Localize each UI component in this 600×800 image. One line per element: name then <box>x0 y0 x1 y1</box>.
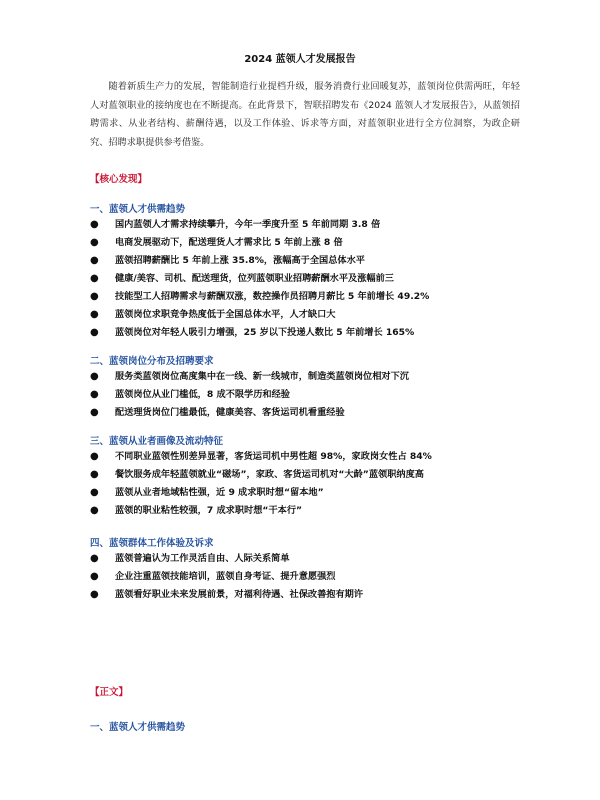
list-item: ● 配送理货岗位门槛最低，健康美容、客货运司机看重经验 <box>90 404 530 422</box>
list-item: ● 餐饮服务成年轻蓝领就业“磁场”，家政、客货运司机对“大龄”蓝领职纳度高 <box>90 466 530 484</box>
bullet-icon: ● <box>90 309 99 320</box>
list-item: ● 蓝领岗位求职竞争热度低于全国总体水平，人才缺口大 <box>90 306 530 324</box>
list-item: ● 蓝领看好职业未来发展前景，对福利待遇、社保改善抱有期许 <box>90 586 530 604</box>
list-item: ● 不同职业蓝领性别差异显著，客货运司机中男性超 98%，家政岗女性占 84% <box>90 448 530 466</box>
bullet-icon: ● <box>90 273 99 284</box>
bullet-icon: ● <box>90 505 99 516</box>
bullet-icon: ● <box>90 571 99 582</box>
list-item: ● 蓝领岗位从业门槛低，8 成不限学历和经验 <box>90 386 530 404</box>
body-label: 【正文】 <box>90 687 129 698</box>
bullet-icon: ● <box>90 327 99 338</box>
core-findings-label: 【核心发现】 <box>90 174 148 185</box>
bullet-icon: ● <box>90 371 99 382</box>
list-item: ● 国内蓝领人才需求持续攀升，今年一季度升至 5 年前同期 3.8 倍 <box>90 216 530 234</box>
list-item: ● 健康/美容、司机、配送理货，位列蓝领职业招聘薪酬水平及涨幅前三 <box>90 270 530 288</box>
list-item: ● 蓝领普遍认为工作灵活自由、人际关系简单 <box>90 550 530 568</box>
bullet-icon: ● <box>90 291 99 302</box>
list-item: ● 服务类蓝领岗位高度集中在一线、新一线城市，制造类蓝领岗位相对下沉 <box>90 368 530 386</box>
bullet-icon: ● <box>90 219 99 230</box>
bullet-icon: ● <box>90 237 99 248</box>
section-heading-4: 四、蓝领群体工作体验及诉求 <box>90 538 214 549</box>
bullet-icon: ● <box>90 487 99 498</box>
bullet-icon: ● <box>90 451 99 462</box>
bullet-icon: ● <box>90 469 99 480</box>
list-item: ● 蓝领招聘薪酬比 5 年前上涨 35.8%，涨幅高于全国总体水平 <box>90 252 530 270</box>
section-heading-2: 二、蓝领岗位分布及招聘要求 <box>90 356 214 367</box>
list-item: ● 技能型工人招聘需求与薪酬双涨，数控操作员招聘月薪比 5 年前增长 49.2% <box>90 288 530 306</box>
bullet-icon: ● <box>90 255 99 266</box>
list-item: ● 企业注重蓝领技能培训，蓝领自身考证、提升意愿强烈 <box>90 568 530 586</box>
bullet-icon: ● <box>90 407 99 418</box>
section-heading-3: 三、蓝领从业者画像及流动特征 <box>90 436 224 447</box>
body-section-heading: 一、蓝领人才供需趋势 <box>90 722 186 733</box>
report-title: 2024 蓝领人才发展报告 <box>244 54 356 65</box>
list-item: ● 蓝领岗位对年轻人吸引力增强，25 岁以下投递人数比 5 年前增长 165% <box>90 324 530 342</box>
section-heading-1: 一、蓝领人才供需趋势 <box>90 204 186 215</box>
list-item: ● 电商发展驱动下，配送理货人才需求比 5 年前上涨 8 倍 <box>90 234 530 252</box>
bullet-icon: ● <box>90 589 99 600</box>
list-item: ● 蓝领的职业粘性较强，7 成求职时想“干本行” <box>90 502 530 520</box>
intro-paragraph: 随着新质生产力的发展，智能制造行业提档升级，服务消费行业回暖复苏，蓝领岗位供需两旺，年轻人对蓝领职业的接纳度也在不断提高。在此背景下，智联招聘发布《2024 蓝领人才发展报告》，从蓝领招聘需求、从业者结构、薪酬待遇，以及工作体验、诉求等方面，对蓝领职业进行全方位洞察，为政企研究、招聘求职提供参考借鉴。 <box>90 81 520 148</box>
bullet-icon: ● <box>90 553 99 564</box>
bullet-icon: ● <box>90 389 99 400</box>
list-item: ● 蓝领从业者地域粘性强，近 9 成求职时想“留本地” <box>90 484 530 502</box>
